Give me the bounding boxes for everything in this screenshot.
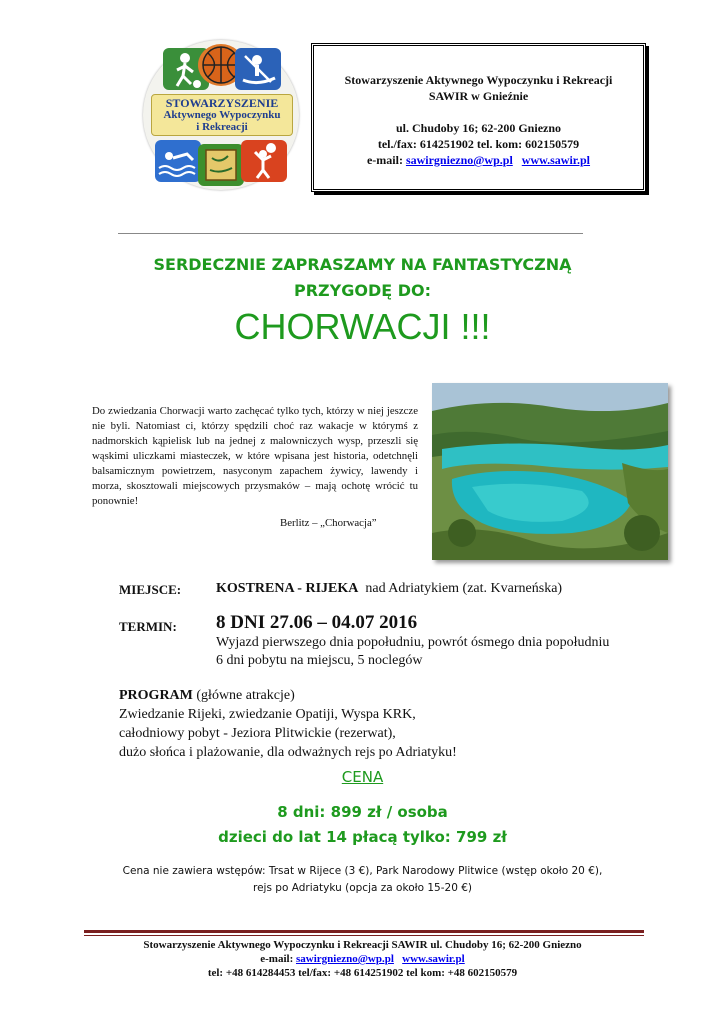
footer-website-link[interactable]: www.sawir.pl (402, 953, 465, 965)
footer-phones: tel: +48 614284453 tel/fax: +48 614251902 tel kom: +48 602150579 (207, 967, 518, 979)
place-name: KOSTRENA - RIJEKA (216, 581, 359, 596)
website-link[interactable]: www.sawir.pl (521, 153, 591, 167)
place-value (216, 581, 562, 597)
volleyball-player-icon (241, 140, 287, 182)
logo-banner: STOWARZYSZENIE Aktywnego Wypoczynku i Rekreacji (151, 94, 293, 136)
org-name-short: SAWIR w Gnieźnie (428, 89, 529, 103)
divider (118, 233, 583, 234)
quote-source: Berlitz – „Chorwacja” (280, 517, 377, 529)
price-adult: 8 dni: 899 zł / osoba (277, 803, 448, 821)
footer-email-link[interactable]: sawirgniezno@wp.pl (295, 953, 394, 965)
footer-rule-thick (84, 930, 644, 933)
price-child: dzieci do lat 14 płacą tylko: 799 zł (218, 828, 507, 846)
kayak-icon (235, 48, 281, 90)
lake-photo (432, 383, 668, 560)
date-value: 8 DNI 27.06 – 04.07 2016 (216, 612, 418, 633)
invitation-line-2: PRZYGODĘ DO: (293, 281, 432, 300)
organization-logo (143, 40, 299, 190)
email-label: e-mail: (366, 153, 403, 167)
program-section (119, 686, 457, 762)
program-item: Zwiedzanie Rijeki, zwiedzanie Opatiji, Wyspa KRK, (119, 707, 416, 722)
price-heading: CENA (341, 768, 384, 786)
footer-contact (60, 953, 665, 965)
place-detail: nad Adriatykiem (zat. Kvarneńska) (365, 581, 563, 596)
invitation-heading (80, 252, 645, 304)
program-heading (119, 686, 457, 705)
place-label: MIEJSCE: (119, 582, 182, 597)
map-icon (198, 144, 244, 186)
program-item: całodniowy pobyt - Jeziora Plitwickie (rezerwat), (119, 726, 396, 741)
org-address: ul. Chudoby 16; 62-200 Gniezno (395, 121, 562, 135)
price-note-2: rejs po Adriatyku (opcja za około 15-20 €) (253, 882, 472, 894)
program-title: PROGRAM (119, 688, 193, 703)
footer-rule-thin (84, 935, 644, 936)
organization-info-box (311, 43, 646, 192)
date-label: TERMIN: (119, 619, 177, 634)
date-detail-1: Wyjazd pierwszego dnia popołudniu, powrót ósmego dnia popołudniu (216, 635, 610, 650)
quote-text: Do zwiedzania Chorwacji warto zachęcać tylko tych, którzy w niej jeszcze nie byli. Natomiast ci, którzy spędzili choć raz wakacje w którymś z nadmorskich kąpielisk lub na jednej z malowniczych wysp, przeszli się wąskimi uliczkami miasteczek, w które wpisana jest historia, odetchnęli balsamicznym powietrzem, nasyconym zapachem żywicy, lawendy i morza, skosztowali miejscowych przysmaków – mają ochotę wrócić tu ponownie! (92, 405, 418, 507)
program-subtitle: (główne atrakcje) (192, 688, 295, 703)
org-contact-line (314, 152, 643, 168)
footer-email-label: e-mail: (260, 953, 294, 965)
invitation-line-1: SERDECZNIE ZAPRASZAMY NA FANTASTYCZNĄ (153, 255, 572, 274)
footer-address: Stowarzyszenie Aktywnego Wypoczynku i Rekreacji SAWIR ul. Chudoby 16; 62-200 Gniezno (143, 939, 582, 951)
org-phones: tel./fax: 614251902 tel. kom: 602150579 (377, 137, 580, 151)
date-detail-2: 6 dni pobytu na miejscu, 5 noclegów (216, 653, 423, 668)
destination-title: CHORWACJI !!! (234, 306, 491, 347)
price-note-1: Cena nie zawiera wstępów: Trsat w Rijece (3 €), Park Narodowy Plitwice (wstęp około 20 €), (122, 865, 603, 877)
email-link[interactable]: sawirgniezno@wp.pl (405, 153, 513, 167)
org-name: Stowarzyszenie Aktywnego Wypoczynku i Rekreacji (344, 73, 613, 87)
program-item: dużo słońca i plażowanie, dla odważnych rejs po Adriatyku! (119, 745, 457, 760)
swimmer-icon (155, 140, 201, 182)
